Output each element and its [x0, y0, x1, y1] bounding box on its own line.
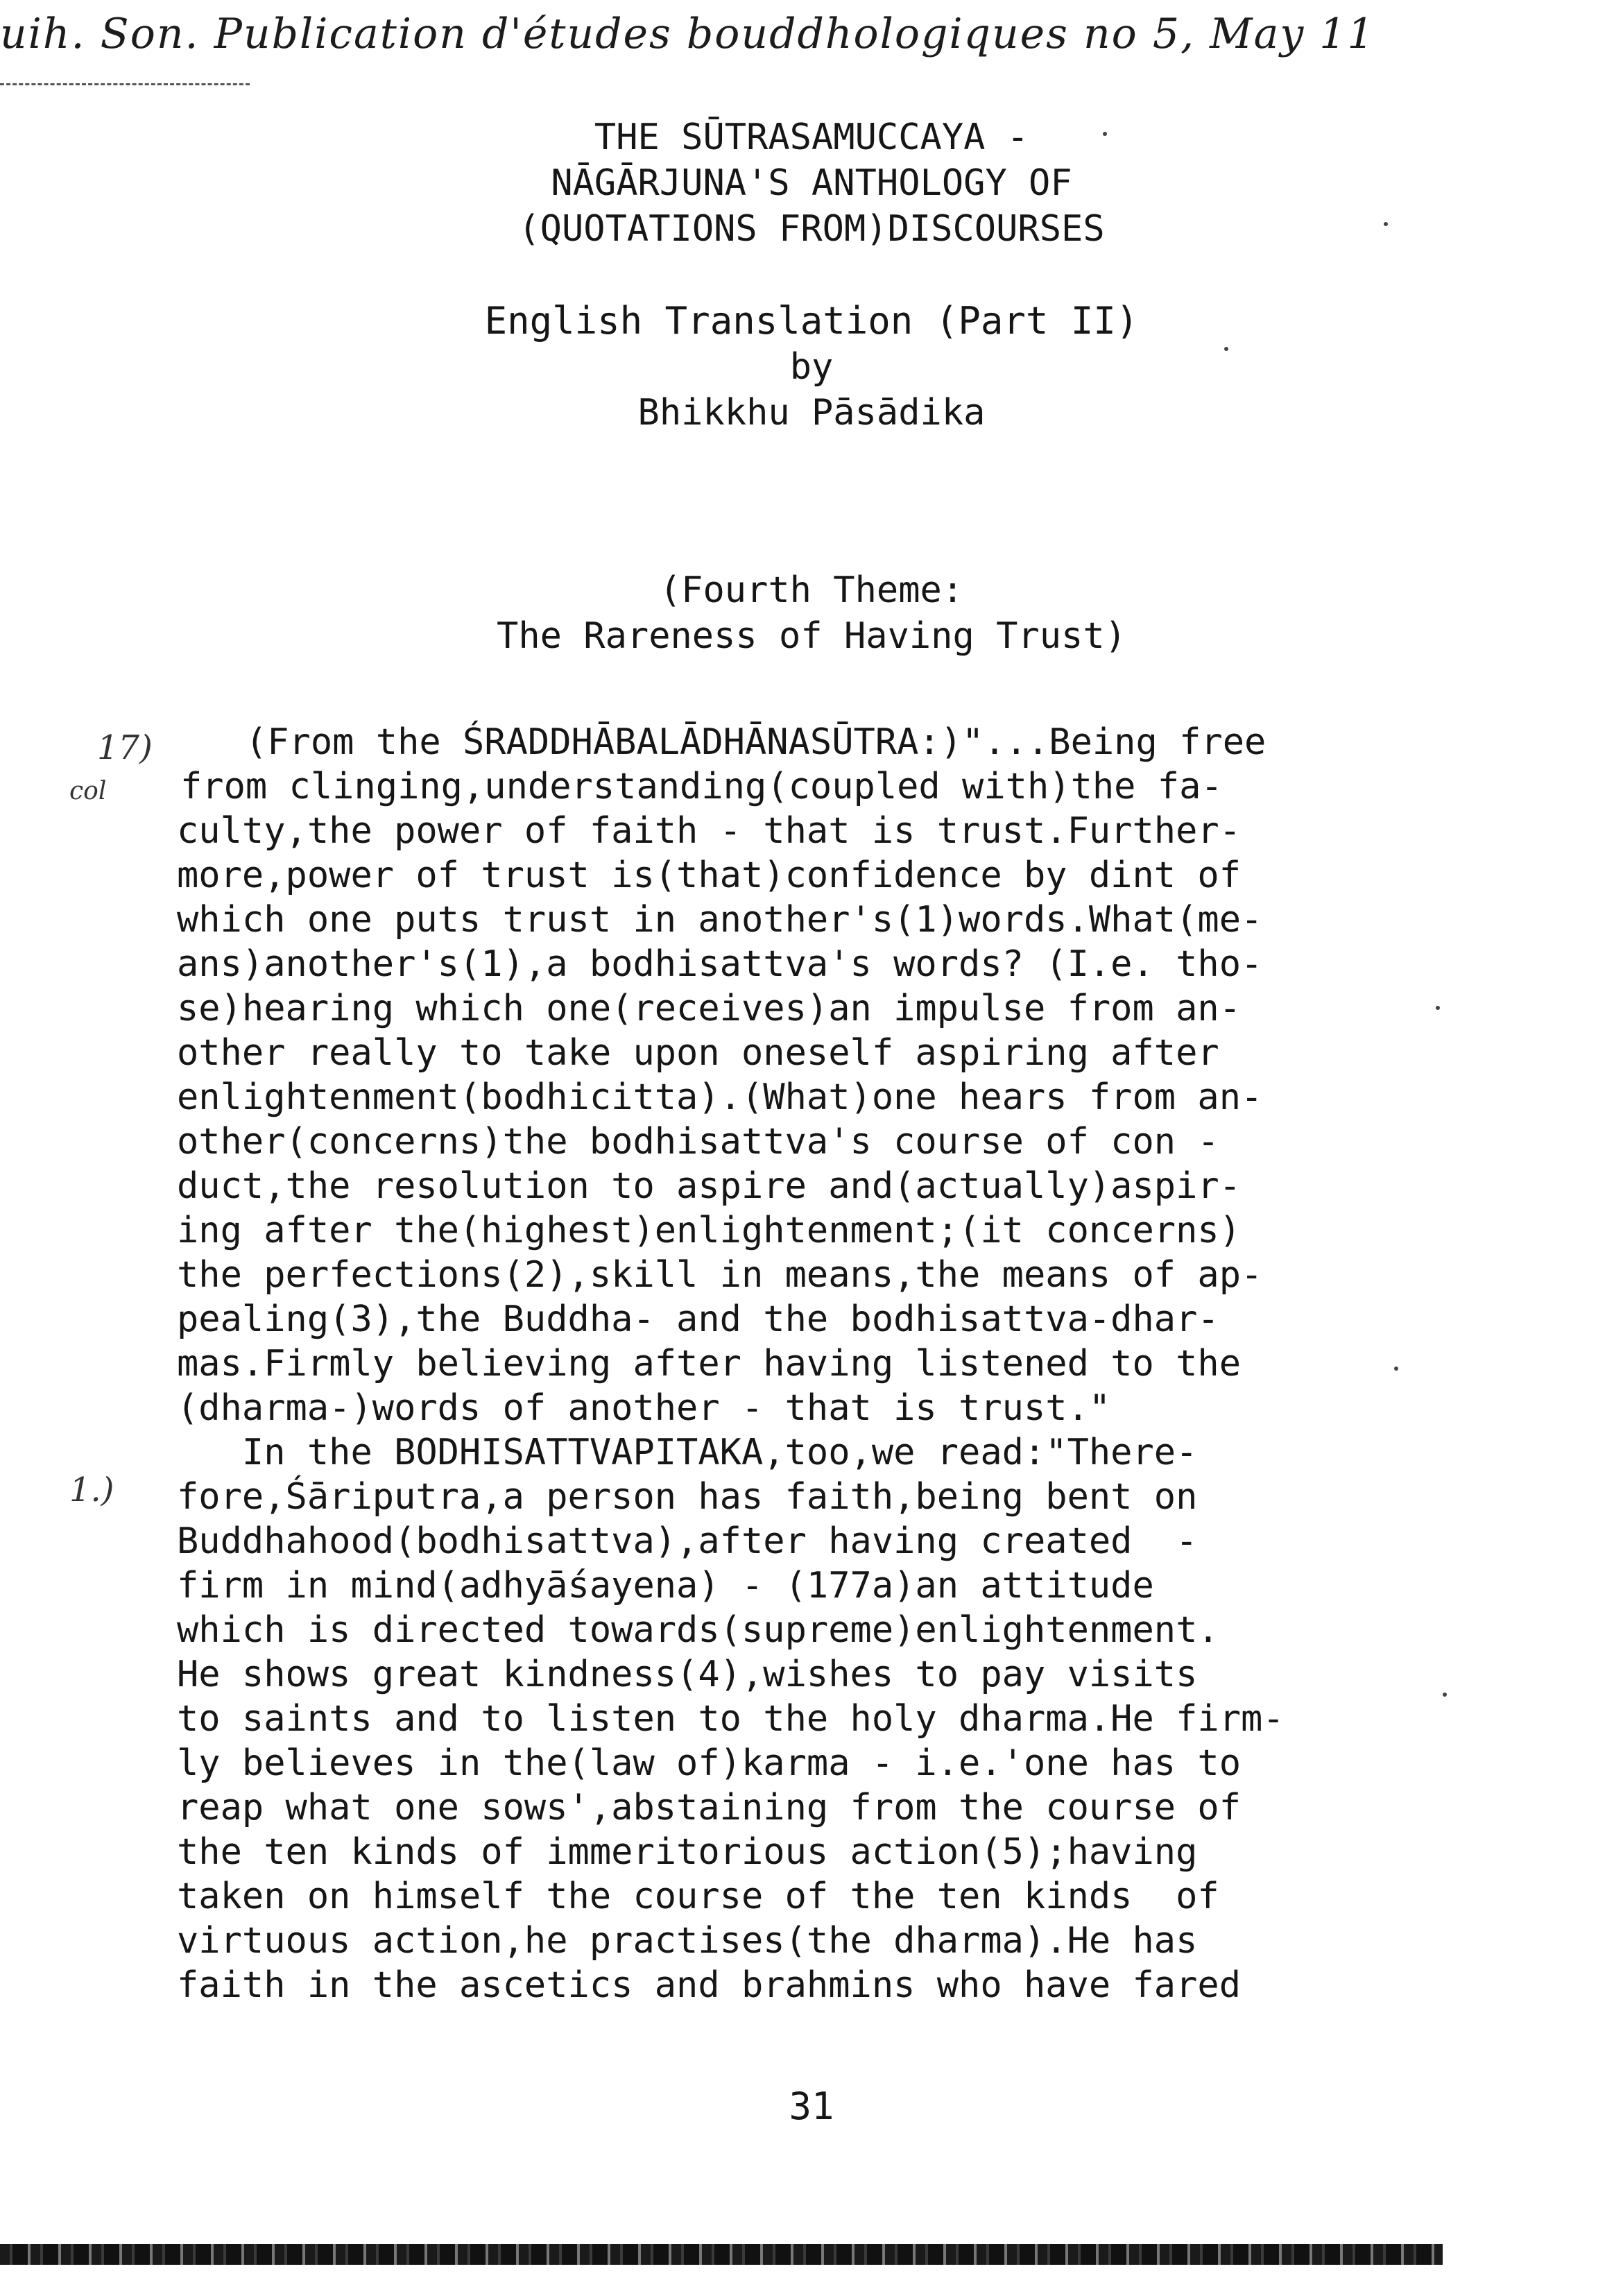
body-line: reap what one sows',abstaining from the course of: [177, 1787, 1242, 1828]
theme-line-1: (Fourth Theme:: [659, 569, 964, 611]
body-line: to saints and to listen to the holy dharma.He firm-: [177, 1698, 1285, 1740]
title-line-1: THE SŪTRASAMUCCAYA -: [594, 117, 1029, 158]
body-line: mas.Firmly believing after having listened to the: [177, 1343, 1242, 1385]
handwritten-header: uih. Son. Publication d'études bouddhologiques no 5, May 11: [0, 10, 1375, 58]
author: Bhikkhu Pāsādika: [637, 392, 986, 434]
body-line: pealing(3),the Buddha- and the bodhisattva-dhar-: [177, 1299, 1219, 1340]
theme-line-2: The Rareness of Having Trust): [497, 615, 1126, 657]
scan-speck: [1224, 347, 1228, 351]
body-line: more,power of trust is(that)confidence by dint of: [177, 855, 1242, 896]
body-line: culty,the power of faith - that is trust.Further-: [177, 810, 1242, 852]
scan-speck: [1436, 1006, 1440, 1010]
by-line: by: [789, 346, 834, 388]
title-line-3: (QUOTATIONS FROM)DISCOURSES: [518, 208, 1105, 250]
body-line: virtuous action,he practises(the dharma).He has: [177, 1920, 1198, 1962]
body-line: the ten kinds of immeritorious action(5);having: [177, 1831, 1198, 1873]
body-line: He shows great kindness(4),wishes to pay visits: [177, 1654, 1198, 1695]
body-line: (dharma-)words of another - that is trust.": [177, 1387, 1111, 1429]
body-line: which one puts trust in another's(1)words.What(me-: [177, 899, 1263, 941]
body-line: the perfections(2),skill in means,the means of ap-: [177, 1254, 1263, 1296]
body-line: faith in the ascetics and brahmins who have fared: [177, 1964, 1242, 2006]
title-line-2: NĀGĀRJUNA'S ANTHOLOGY OF: [551, 162, 1072, 204]
body-line: from clinging,understanding(coupled with)the fa-: [180, 766, 1223, 807]
scan-speck: [1394, 1367, 1398, 1371]
body-line: taken on himself the course of the ten kinds of: [177, 1876, 1219, 1917]
body-line: se)hearing which one(receives)an impulse from an-: [177, 988, 1242, 1029]
body-line: fore,Śāriputra,a person has faith,being bent on: [177, 1476, 1198, 1518]
body-line: (From the ŚRADDHĀBALĀDHĀNASŪTRA:)"...Being free: [180, 721, 1266, 763]
margin-note-17: 17): [97, 728, 153, 767]
body-line: other really to take upon oneself aspiring after: [177, 1032, 1219, 1074]
margin-note-col: col: [69, 777, 107, 805]
body-line: enlightenment(bodhicitta).(What)one hears from an-: [177, 1077, 1263, 1118]
scan-edge-artifact: [0, 2244, 1443, 2265]
subtitle: English Translation (Part II): [484, 299, 1139, 343]
body-line: other(concerns)the bodhisattva's course of con -: [177, 1121, 1219, 1163]
body-line: firm in mind(adhyāśayena) - (177a)an attitude: [177, 1565, 1154, 1607]
scan-speck: [1443, 1693, 1447, 1697]
body-line: ans)another's(1),a bodhisattva's words? (I.e. tho-: [177, 943, 1263, 985]
scan-speck: [1103, 132, 1107, 136]
page-number: 31: [789, 2084, 834, 2128]
body-line: ly believes in the(law of)karma - i.e.'one has to: [177, 1742, 1242, 1784]
body-line: Buddhahood(bodhisattva),after having created -: [177, 1520, 1198, 1562]
body-line: which is directed towards(supreme)enlightenment.: [177, 1609, 1219, 1651]
body-line: duct,the resolution to aspire and(actually)aspir-: [177, 1165, 1242, 1207]
margin-note-18: 1.): [69, 1471, 114, 1509]
handwritten-underline: [0, 83, 250, 85]
body-line: ing after the(highest)enlightenment;(it concerns): [177, 1210, 1242, 1251]
body-line: In the BODHISATTVAPITAKA,too,we read:"There-: [177, 1432, 1198, 1473]
scan-speck: [1384, 222, 1388, 226]
